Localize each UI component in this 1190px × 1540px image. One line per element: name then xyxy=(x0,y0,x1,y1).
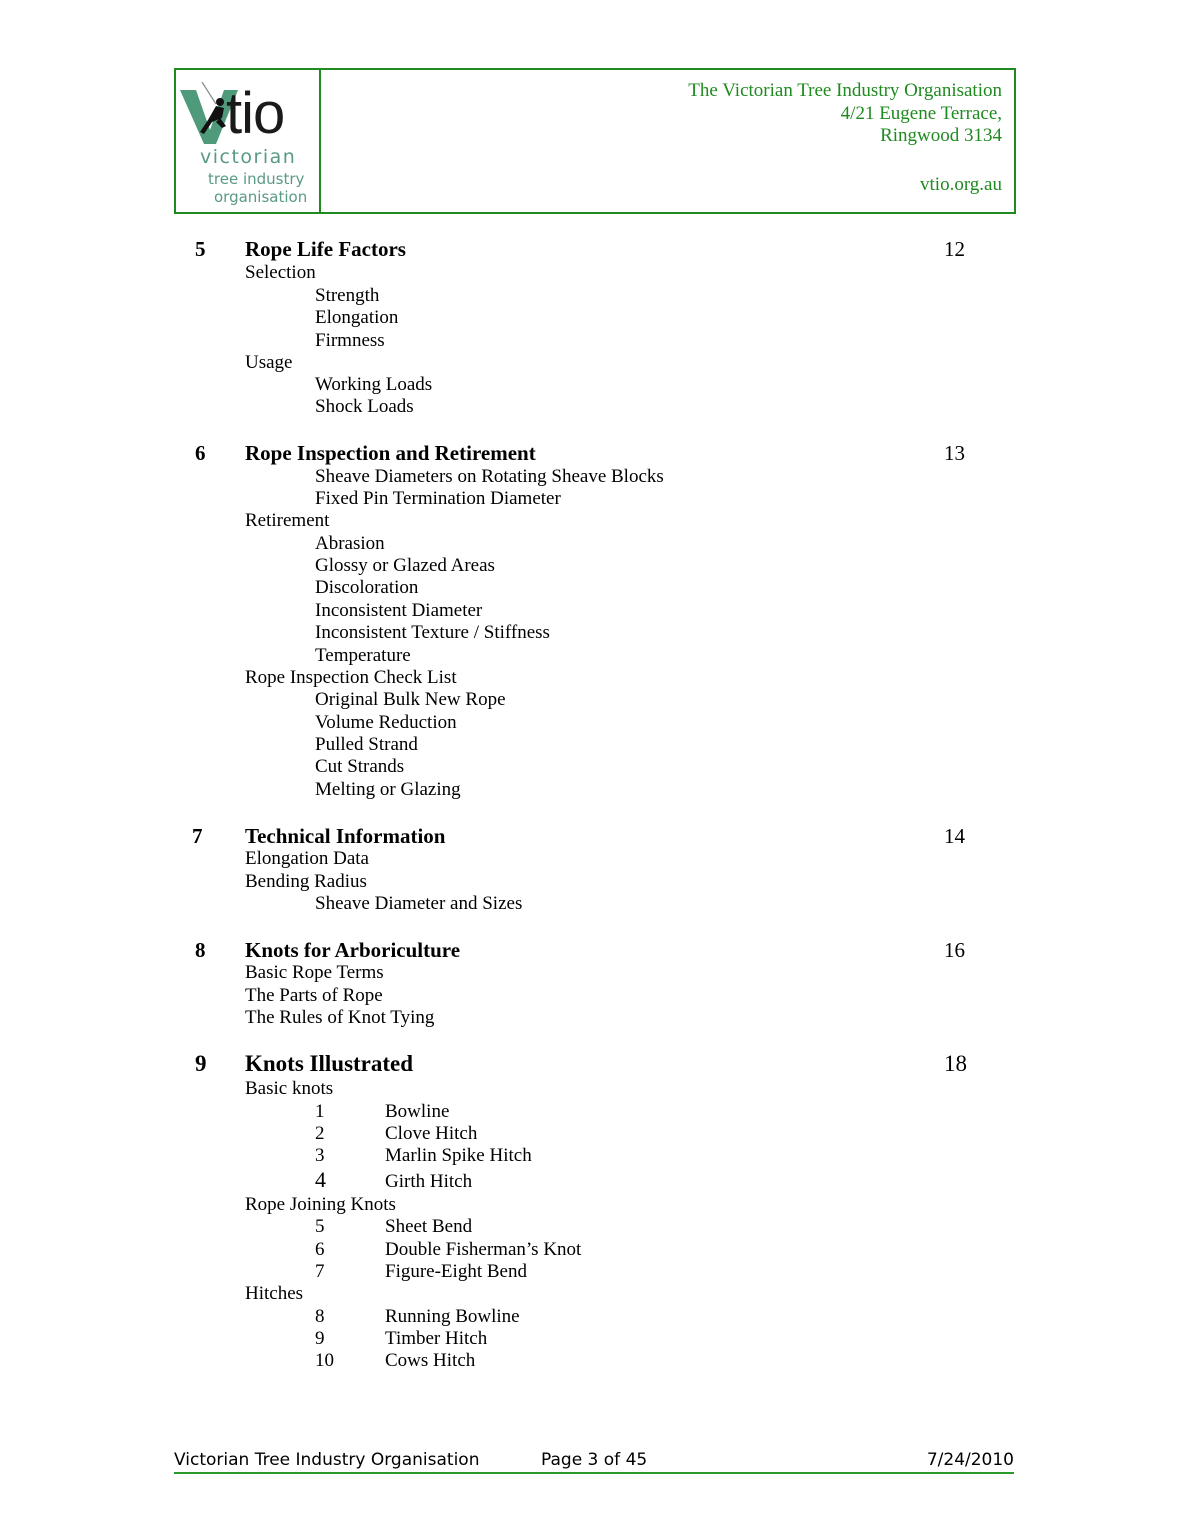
knot-number: 9 xyxy=(315,1328,325,1349)
toc-subitem[interactable]: Working Loads xyxy=(315,374,433,395)
section-number: 7 xyxy=(192,824,203,848)
section-page-number: 14 xyxy=(944,824,965,848)
toc-subsection[interactable]: The Parts of Rope xyxy=(245,985,383,1006)
page-footer xyxy=(174,1450,1014,1474)
logo-line-victorian: victorian xyxy=(200,146,297,168)
knot-number: 5 xyxy=(315,1216,325,1237)
knot-number: 7 xyxy=(315,1261,325,1282)
knot-name[interactable]: Sheet Bend xyxy=(385,1216,473,1237)
section-page-number: 12 xyxy=(944,237,965,261)
toc-subitem[interactable]: Firmness xyxy=(315,330,385,351)
knot-name[interactable]: Running Bowline xyxy=(385,1306,520,1327)
knot-number: 1 xyxy=(315,1101,325,1122)
toc-subsection[interactable]: Usage xyxy=(245,352,293,373)
vtio-logo xyxy=(176,70,321,212)
toc-knot-group[interactable]: Rope Joining Knots xyxy=(245,1194,396,1215)
section-number: 5 xyxy=(195,237,206,261)
knot-name[interactable]: Double Fisherman’s Knot xyxy=(385,1239,582,1260)
section-number: 6 xyxy=(195,441,206,465)
toc-subitem[interactable]: Pulled Strand xyxy=(315,734,418,755)
footer-page-number: Page 3 of 45 xyxy=(541,1450,648,1470)
footer-date: 7/24/2010 xyxy=(926,1450,1014,1470)
toc-subitem[interactable]: Original Bulk New Rope xyxy=(315,689,506,710)
toc-subsection[interactable]: Rope Inspection Check List xyxy=(245,667,457,688)
knot-name[interactable]: Figure-Eight Bend xyxy=(385,1261,527,1282)
section-number: 9 xyxy=(195,1051,207,1076)
knot-name[interactable]: Girth Hitch xyxy=(385,1171,473,1192)
toc-subitem[interactable]: Inconsistent Texture / Stiffness xyxy=(315,622,550,643)
knot-number: 8 xyxy=(315,1306,325,1327)
toc-knot-group[interactable]: Basic knots xyxy=(245,1078,334,1099)
section-title[interactable]: Rope Inspection and Retirement xyxy=(245,441,536,465)
toc-subitem[interactable]: Inconsistent Diameter xyxy=(315,600,483,621)
toc-subsection[interactable]: Retirement xyxy=(245,510,330,531)
toc-subitem[interactable]: Melting or Glazing xyxy=(315,779,461,800)
toc-subsection[interactable]: Elongation Data xyxy=(245,848,369,869)
toc-subitem[interactable]: Discoloration xyxy=(315,577,419,598)
toc-subitem[interactable]: Temperature xyxy=(315,645,411,666)
footer-org-name: Victorian Tree Industry Organisation xyxy=(174,1450,480,1470)
street-address: 4/21 Eugene Terrace, xyxy=(840,102,1002,124)
knot-name[interactable]: Clove Hitch xyxy=(385,1123,478,1144)
toc-subitem[interactable]: Abrasion xyxy=(315,533,385,554)
toc-subsection[interactable]: The Rules of Knot Tying xyxy=(245,1007,435,1028)
toc-subitem[interactable]: Strength xyxy=(315,285,380,306)
toc-subitem[interactable]: Volume Reduction xyxy=(315,712,457,733)
toc-subsection[interactable]: Selection xyxy=(245,262,316,283)
logo-wordmark: tio xyxy=(226,81,285,146)
toc-subitem[interactable]: Glossy or Glazed Areas xyxy=(315,555,495,576)
toc-subitem[interactable]: Sheave Diameters on Rotating Sheave Blocks xyxy=(315,466,664,487)
knot-number: 2 xyxy=(315,1123,325,1144)
knot-name[interactable]: Cows Hitch xyxy=(385,1350,476,1371)
knot-number: 4 xyxy=(315,1167,326,1192)
toc-subitem[interactable]: Elongation xyxy=(315,307,399,328)
knot-number: 3 xyxy=(315,1145,325,1166)
section-page-number: 18 xyxy=(944,1051,967,1076)
org-name: The Victorian Tree Industry Organisation xyxy=(688,80,1002,101)
toc-subitem[interactable]: Sheave Diameter and Sizes xyxy=(315,893,523,914)
toc-knot-group[interactable]: Hitches xyxy=(245,1283,304,1304)
letterhead xyxy=(174,68,1016,214)
section-title[interactable]: Knots Illustrated xyxy=(245,1051,414,1076)
logo-line-organisation: organisation xyxy=(214,188,308,206)
section-page-number: 16 xyxy=(944,938,965,962)
toc-subitem[interactable]: Fixed Pin Termination Diameter xyxy=(315,488,561,509)
toc-subitem[interactable]: Shock Loads xyxy=(315,396,414,417)
knot-name[interactable]: Bowline xyxy=(385,1101,450,1122)
knot-name[interactable]: Timber Hitch xyxy=(385,1328,488,1349)
toc-subsection[interactable]: Basic Rope Terms xyxy=(245,962,384,983)
org-address xyxy=(688,80,1002,196)
section-number: 8 xyxy=(195,938,206,962)
knot-number: 10 xyxy=(315,1350,334,1371)
section-title[interactable]: Technical Information xyxy=(245,824,446,848)
section-page-number: 13 xyxy=(944,441,965,465)
knot-name[interactable]: Marlin Spike Hitch xyxy=(385,1145,532,1166)
section-title[interactable]: Knots for Arboriculture xyxy=(245,938,461,962)
toc-subitem[interactable]: Cut Strands xyxy=(315,756,405,777)
section-title[interactable]: Rope Life Factors xyxy=(245,237,406,261)
logo-line-tree-industry: tree industry xyxy=(208,170,305,188)
suburb-postcode: Ringwood 3134 xyxy=(880,125,1002,146)
toc-subsection[interactable]: Bending Radius xyxy=(245,871,367,892)
website-link[interactable]: vtio.org.au xyxy=(920,173,1002,195)
knot-number: 6 xyxy=(315,1239,325,1260)
